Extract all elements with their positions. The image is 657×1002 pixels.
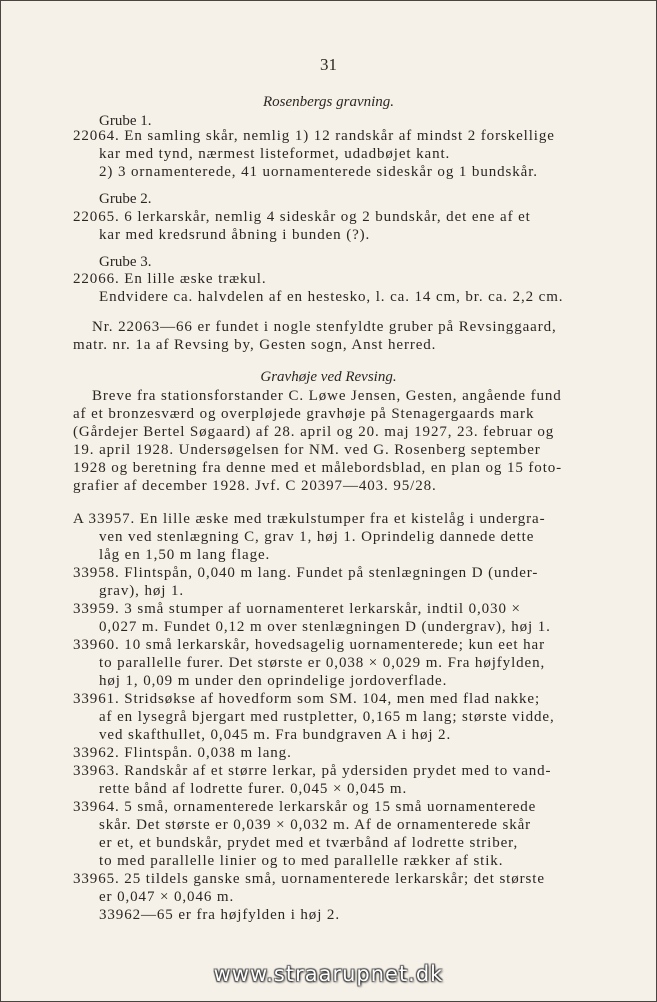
grube-3-label: Grube 3. — [99, 254, 152, 270]
entry-33964-line4: to med parallelle linier og to med parallelle rækker af stik. — [99, 853, 504, 869]
entry-33962-65-line1: 33962—65 er fra højfylden i høj 2. — [99, 907, 340, 923]
entry-a33957-line3: låg en 1,50 m lang flage. — [99, 547, 271, 563]
entry-33958-line1: 33958. Flintspån, 0,040 m lang. Fundet på stenlægningen D (under- — [73, 565, 539, 581]
grube-1-label: Grube 1. — [99, 113, 152, 129]
entry-a33957-line1: A 33957. En lille æske med trækulstumper fra et kistelåg i undergra- — [73, 511, 546, 527]
entry-33959-line1: 33959. 3 små stumper af uornamenteret lerkarskår, indtil 0,030 × — [73, 601, 521, 617]
entry-33965-line1: 33965. 25 tildels ganske små, uornamenterede lerkarskår; det største — [73, 871, 545, 887]
entry-22065-line1: 22065. 6 lerkarskår, nemlig 4 sideskår og 2 bundskår, det ene af et — [73, 209, 531, 225]
section-heading-rosenbergs: Rosenbergs gravning. — [262, 94, 395, 110]
section-heading-gravhoje: Gravhøje ved Revsing. — [260, 369, 397, 385]
paragraph-line1: Breve fra stationsforstander C. Løwe Jensen, Gesten, angående fund — [92, 388, 562, 404]
entry-33958-line2: grav), høj 1. — [99, 583, 185, 599]
grube-2-label: Grube 2. — [99, 191, 152, 207]
entry-33961-line1: 33961. Stridsøkse af hovedform som SM. 104, men med flad nakke; — [73, 691, 541, 707]
entry-33963-line2: rette bånd af lodrette furer. 0,045 × 0,045 m. — [99, 781, 408, 797]
entry-33964-line2: skår. Det største er 0,039 × 0,032 m. Af de ornamenterede skår — [99, 817, 532, 833]
entry-33960-line3: høj 1, 0,09 m under den oprindelige jordoverflade. — [99, 673, 448, 689]
entry-a33957-line2: ven ved stenlægning C, grav 1, høj 1. Oprindelig dannede dette — [99, 529, 535, 545]
page-number: 31 — [320, 55, 337, 74]
entry-33961-line3: ved skafthullet, 0,045 m. Fra bundgraven A i høj 2. — [99, 727, 452, 743]
entry-33963-line1: 33963. Randskår af et større lerkar, på ydersiden prydet med to vand- — [73, 763, 552, 779]
entry-33961-line2: af en lysegrå bjergart med rustpletter, 0,165 m lang; største vidde, — [99, 709, 555, 725]
entry-33959-line2: 0,027 m. Fundet 0,12 m over stenlægningen D (undergrav), høj 1. — [99, 619, 551, 635]
watermark: www.straarupnet.dk — [213, 962, 444, 986]
entry-22066-line1: 22066. En lille æske trækul. — [73, 271, 267, 287]
paragraph-line2: af et bronzesværd og overpløjede gravhøje på Stenagergaards mark — [73, 406, 535, 422]
paragraph-line6: grafier af december 1928. Jvf. C 20397—403. 95/28. — [73, 478, 437, 494]
entry-33965-line2: er 0,047 × 0,046 m. — [99, 889, 235, 905]
entry-22064-line2: kar med tynd, nærmest listeformet, udadbøjet kant. — [99, 146, 451, 162]
entry-22065-line2: kar med kredsrund åbning i bunden (?). — [99, 227, 371, 243]
paragraph-line5: 1928 og beretning fra denne med et målebordsblad, en plan og 15 foto- — [73, 460, 563, 476]
paragraph-line3: (Gårdejer Bertel Søgaard) af 28. april og 20. maj 1927, 23. februar og — [73, 424, 555, 440]
entry-33964-line3: er et, et bundskår, prydet med et tværbånd af lodrette striber, — [99, 835, 519, 851]
entry-33964-line1: 33964. 5 små, ornamenterede lerkarskår og 15 små uornamenterede — [73, 799, 537, 815]
entry-22066-line2: Endvidere ca. halvdelen af en hestesko, l. ca. 14 cm, br. ca. 2,2 cm. — [99, 289, 564, 305]
entry-33960-line2: to parallelle furer. Det største er 0,038 × 0,029 m. Fra højfylden, — [99, 655, 546, 671]
note-line2: matr. nr. 1a af Revsing by, Gesten sogn, Anst herred. — [73, 337, 437, 353]
entry-22064-line3: 2) 3 ornamenterede, 41 uornamenterede sideskår og 1 bundskår. — [99, 164, 538, 180]
note-line1: Nr. 22063—66 er fundet i nogle stenfyldte gruber på Revsinggaard, — [92, 319, 557, 335]
entry-33962-line1: 33962. Flintspån. 0,038 m lang. — [73, 745, 292, 761]
paragraph-line4: 19. april 1928. Undersøgelsen for NM. ved G. Rosenberg september — [73, 442, 541, 458]
entry-22064-line1: 22064. En samling skår, nemlig 1) 12 randskår af mindst 2 forskellige — [73, 128, 555, 144]
entry-33960-line1: 33960. 10 små lerkarskår, hovedsagelig uornamenterede; kun eet har — [73, 637, 545, 653]
